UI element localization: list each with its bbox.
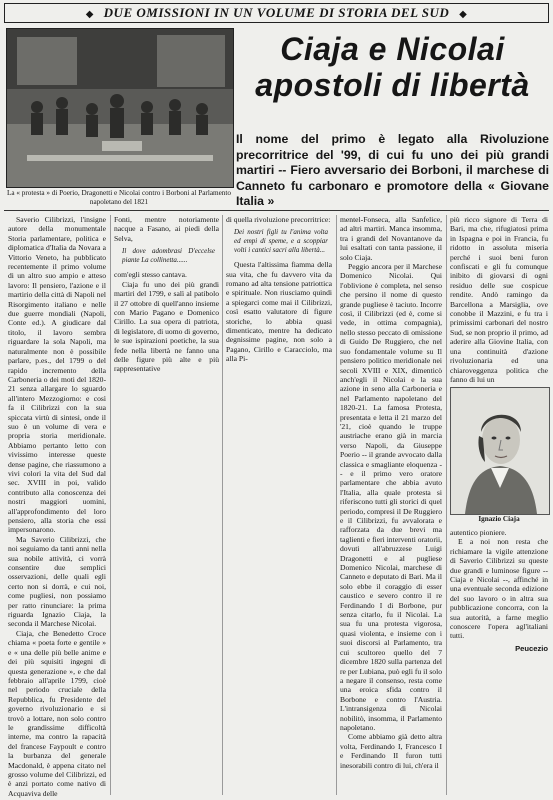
article-column-1 xyxy=(8,215,106,798)
photo-caption: La « protesta » di Poerio, Dragonetti e Nicolai contro i Borboni al Parlamento napoletano del 1821 xyxy=(7,189,231,206)
subheadline: Il nome del primo è legato alla Rivoluzione precorritrice del '99, di cui fu uno dei più grandi martiri -- Fiero avversario dei Borboni, il marchese di Canneto fu carbonaro e promotore della « Giovane Italia » xyxy=(236,132,549,209)
column-divider xyxy=(446,215,447,795)
column-divider xyxy=(110,215,111,795)
diamond-ornament-icon: ◆ xyxy=(459,9,468,20)
paragraph: Ciaja, che Benedetto Croce chiama « poeta forte e gentile » e « una delle più belle anime e dei più squisiti ingegni di questa generazione », e che dal febbraio all'aprile 1799, cioè nel periodo cruciale della Repubblica, fu Presidente del governo rivoluzionario e si trovò a lottare, non solo contro le grandissime difficoltà interne, ma contro la rapacità del francese Faypoult e contro la burbanza del generale Macdonald, è appena citato nel grosso volume del Cilibrizzi, ed è anzi portato come nativo di Acquaviva delle xyxy=(8,628,106,798)
kicker-banner xyxy=(4,3,549,23)
paragraph: più ricco signore di Terra di Bari, ma che, rifugiatosi prima in Ispagna e poi in Francia, fu ridotto in assoluta miseria perché i suoi beni furon confiscati e gli fu comunque inibito di giovarsi di ogni residuo delle sue cospicue rendite. Andò ramingo da Barcellona a Marsiglia, ove conobbe il Mazzini, e fu tra i primissimi carbonari del nostro Sud, se non proprio il primo, ad aderire alla Giovine Italia, con una continuità d'azione rivoluzionaria ed una chiaroveggenza politica che fanno di lui un xyxy=(450,215,548,384)
headline-line-1: Ciaja e Nicolai xyxy=(280,31,505,67)
parliament-protest-photo xyxy=(6,28,234,188)
paragraph: Fonti, mentre notoriamente nacque a Fasano, ai piedi della Selva, xyxy=(114,215,219,243)
article-column-3 xyxy=(226,215,332,364)
headline-line-2: apostoli di libertà xyxy=(255,67,530,103)
verse-quote: Dei nostri figli tu l'anima volta ed empi di speme, e a scoppiar volti i cantici sacri alla libertà... xyxy=(234,228,328,254)
article-column-2 xyxy=(114,215,219,374)
column-divider xyxy=(336,215,337,795)
diamond-ornament-icon: ◆ xyxy=(85,9,94,20)
kicker-text: DUE OMISSIONI IN UN VOLUME DI STORIA DEL SUD xyxy=(103,5,450,20)
paragraph: Questa l'altissima fiamma della sua vita, che fu davvero vita da romano ad alta tensione patriottica e spirituale. Non riusciamo quindi a spiegarci come mai il Cilibrizzi, così esatto valutatore di figure storiche, lo abbia quasi dimenticato, mentre ha dedicato degnissime pagine, non solo a Pagano, Cirillo e Caracciolo, ma alla Pi- xyxy=(226,260,332,364)
paragraph: com'egli stesso cantava. xyxy=(114,270,187,280)
column-divider xyxy=(222,215,223,795)
verse-quote: Il dove adombrasi D'eccelse piante La collinetta...... xyxy=(122,247,215,264)
paragraph: di quella rivoluzione precorritrice: xyxy=(226,215,331,224)
paragraph: mentel-Fonseca, alla Sanfelice, ad altri martiri. Manca insomma, tra i grandi del Novantanove da lui esaltati con tanta passione, il solo Ciaja. xyxy=(340,215,442,262)
paragraph: E a noi non resta che richiamare la vigile attenzione di Saverio Cilibrizzi su queste due grandi e luminose figure -- Ciaja e Nicolai --, affinché in una eventuale seconda edizione del suo lavoro o in altra sua pubblicazione concorra, con la sua autorità, a farne meglio conoscere l'opera agl'italiani tutti. xyxy=(450,537,548,641)
portrait-caption: Ignazio Ciaja xyxy=(478,515,520,523)
paragraph: Ciaja fu uno dei più grandi martiri del 1799, e salì al patibolo il 27 ottobre di quell'anno insieme con Mario Pagano e Domenico Cirillo. La sua opera di patriota, di legislatore, di uomo di governo, le sue ispirazioni poetiche, la sua fede nella libertà ne fanno una delle figure più alte e più rappresentative xyxy=(114,279,219,374)
paragraph: Come abbiamo già detto altra volta, Ferdinando I, Francesco I e Ferdinando II furon tutti inesorabili contro di lui, ch'era il xyxy=(340,732,442,770)
ignazio-ciaja-portrait xyxy=(450,387,550,515)
paragraph: autentico pioniere. xyxy=(450,528,507,537)
article-column-5 xyxy=(450,215,548,384)
paragraph: Peggio ancora per il Marchese Domenico Nicolai. Qui l'oblivione è completa, nel senso che persino il nome di questo grande pugliese è taciuto. Incorre così, il Cilibrizzi (ed è, come si vede, in ottima compagnia), nello stesso peccato di omissione di Guido De Ruggiero, che nel suo fondamentale volume su Il pensiero politico meridionale nei secoli XVIII e XIX, dimenticò anch'egli il Nicolai e la sua azione in seno alla Carboneria e nel Parlamento napoletano del 1820-21. La famosa Protesta, presentata e letta il 21 marzo del '21, cioè quando le truppe austriache erano già in marcia verso Napoli, da Giuseppe Poerio -- il grande avvocato dalla classica e smagliante eloquenza -- e il primo vero oratore parlamentare che abbia avuto l'Italia, alla quale protesta si riferiscono tutti gli storici di quel periodo, compresi il De Ruggiero e il Cilibrizzi, fu avvalorata e rafforzata da due brevi ma taglienti e fieri interventi oratorii, dovuti all'abruzzese Luigi Dragonetti e al pugliese Domenico Nicolai, marchese di Canneto e deputato di Bari. Ma il solo ebbe il coraggio di esser caustico e severo contro il re Ferdinando I di Borbone, pur senza citarlo, fu il Nicolai. La sua fu una protesta vigorosa, quasi violenta, e insieme con i suoi discorsi al Parlamento, tra cui scultoreo quello del 7 dicembre 1820 sulla partenza del re per Lubiana, può egli fu il solo a negare il consenso, resta come una eroica sfida contro il Borbone e contro l'Austria. L'intransigenza di Nicolai nobilitò, insomma, il Parlamento napoletano. xyxy=(340,262,442,732)
paragraph: Saverio Cilibrizzi, l'insigne autore della monumentale Storia parlamentare, politica e diplomatica d'Italia da Novara a Vittorio Veneto, ha pubblicato recentemente il primo volume di un altro suo ampio e atteso lavoro: Il pensiero, l'azione e il martirio della città di Napoli nel Risorgimento italiano e nelle due guerre mondiali (Napoli, Conte ed.). A giudicare dal titolo, il lavoro sembra riguardare la sola Napoli, ma naturalmente non è possibile parlare, p.es., del 1799 o del rapido incremento della Carboneria o dei moti del 1820-21 senza allargare lo sguardo all'intero Mezzogiorno: e così fa il Cilibrizzi con la sua spiccata virtù di sintesi, onde il suo è un volume di vera e propria storia meridionale. Abbiamo pertanto letto con vivissimo interesse queste dense pagine, che riassumono a vivi colori la vita del Sud dal sec. XVIII in poi, valido contributo alla conoscenza dei nostri maggiori uomini, all'approfondimento del loro pensiero, alla storia che essi impersonarono. xyxy=(8,215,106,535)
newspaper-page xyxy=(4,3,549,798)
horizontal-divider xyxy=(4,210,549,211)
headline xyxy=(236,31,549,103)
author-signature: Peucezio xyxy=(515,643,548,653)
paragraph: Ma Saverio Cilibrizzi, che noi seguiamo da tanti anni nella sua nobile attività, ci vorrà consentire due semplici osservazioni, delle quali egli certo non si dorrà, e cui noi, come pugliesi, non possiamo per ratto rinunciare: la prima riguarda Ignazio Ciaja, la seconda il Marchese Nicolai. xyxy=(8,534,106,629)
article-column-5-continued xyxy=(450,528,548,653)
article-column-4 xyxy=(340,215,442,770)
